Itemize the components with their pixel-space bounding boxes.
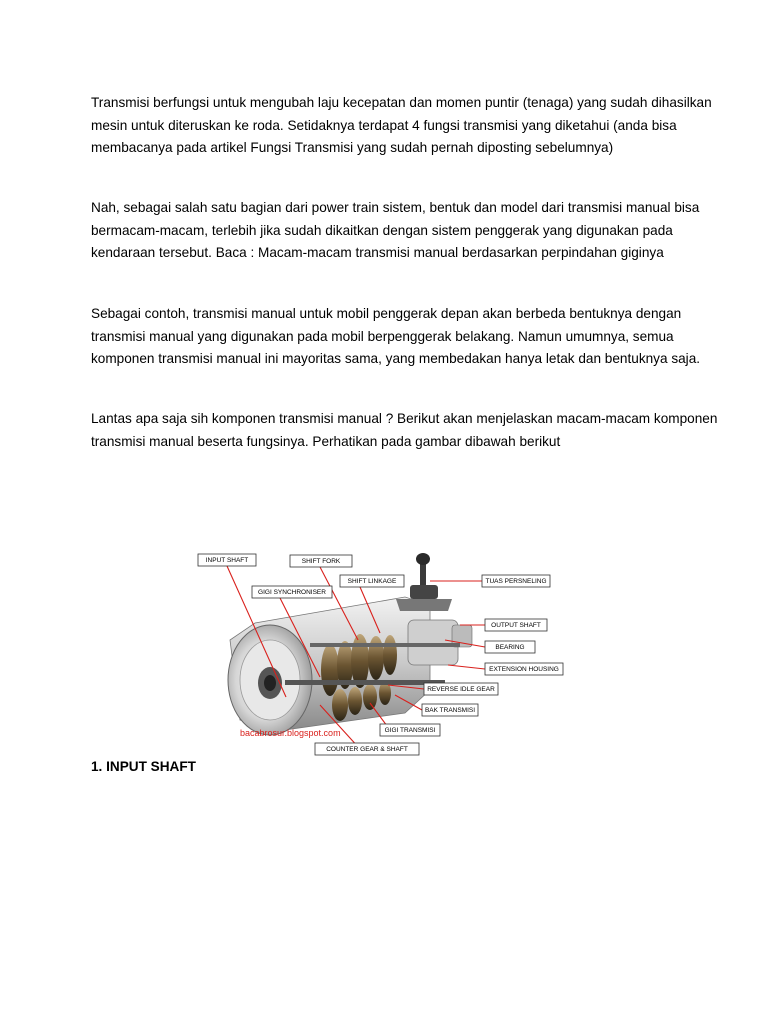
paragraph-line: membacanya pada artikel Fungsi Transmisi yang sudah pernah diposting sebelumnya): [91, 140, 614, 155]
paragraph-2: [91, 197, 700, 265]
svg-text:GIGI TRANSMISI: GIGI TRANSMISI: [384, 727, 436, 734]
paragraph-line: Nah, sebagai salah satu bagian dari power train sistem, bentuk dan model dari transmisi manual bisa: [91, 200, 700, 215]
paragraph-line: Sebagai contoh, transmisi manual untuk mobil penggerak depan akan berbeda bentuknya dengan: [91, 306, 682, 321]
svg-text:OUTPUT SHAFT: OUTPUT SHAFT: [491, 622, 541, 629]
label-output-shaft: [485, 619, 547, 631]
label-gigi-synchroniser: [252, 586, 332, 598]
paragraph-line: bermacam-macam, terlebih jika sudah dikaitkan dengan sistem penggerak yang digunakan pada: [91, 222, 673, 238]
section-heading: 1. INPUT SHAFT: [91, 759, 196, 774]
svg-text:BEARING: BEARING: [495, 644, 525, 651]
svg-text:SHIFT FORK: SHIFT FORK: [301, 558, 341, 565]
paragraph-line: transmisi manual beserta fungsinya. Perhatikan pada gambar dibawah berikut: [91, 433, 561, 449]
paragraph-line: komponen transmisi manual ini mayoritas sama, yang membedakan hanya letak dan bentuknya saja.: [91, 351, 701, 366]
svg-text:TUAS PERSNELING: TUAS PERSNELING: [485, 578, 547, 585]
paragraph-line: mesin untuk diteruskan ke roda. Setidaknya terdapat 4 fungsi transmisi yang diketahui (anda bisa: [91, 117, 677, 133]
paragraph-line: transmisi manual yang digunakan pada mobil berpenggerak belakang. Namun umumnya, semua: [91, 328, 674, 344]
paragraph-line: Transmisi berfungsi untuk mengubah laju kecepatan dan momen puntir (tenaga) yang sudah dihasilkan: [91, 95, 712, 110]
svg-text:SHIFT LINKAGE: SHIFT LINKAGE: [347, 578, 397, 585]
paragraph-1: [91, 92, 712, 160]
svg-text:EXTENSION HOUSING: EXTENSION HOUSING: [489, 666, 559, 673]
watermark: bacabrosur.blogspot.com: [240, 728, 341, 738]
label-reverse-idle-gear: [424, 683, 498, 695]
paragraph-line: kendaraan tersebut. Baca : Macam-macam transmisi manual berdasarkan perpindahan giginya: [91, 245, 664, 260]
svg-text:GIGI SYNCHRONISER: GIGI SYNCHRONISER: [258, 589, 326, 596]
label-input-shaft: [198, 554, 256, 566]
label-shift-fork: [290, 555, 352, 567]
label-shift-linkage: [340, 575, 404, 587]
label-counter-gear-shaft: [315, 743, 419, 755]
label-tuas-perseneling: [482, 575, 550, 587]
label-bearing: [485, 641, 535, 653]
svg-text:REVERSE IDLE GEAR: REVERSE IDLE GEAR: [427, 686, 495, 693]
svg-text:INPUT SHAFT: INPUT SHAFT: [205, 557, 249, 564]
label-gigi-transmisi: [380, 724, 440, 736]
paragraph-3: [91, 303, 701, 371]
paragraph-line: Lantas apa saja sih komponen transmisi manual ? Berikut akan menjelaskan macam-macam komponen: [91, 411, 718, 426]
label-bak-transmisi: [422, 704, 478, 716]
svg-text:COUNTER GEAR & SHAFT: COUNTER GEAR & SHAFT: [326, 746, 408, 753]
svg-text:BAK TRANSMISI: BAK TRANSMISI: [424, 707, 476, 714]
paragraph-4: [91, 408, 718, 453]
label-extension-housing: [485, 663, 563, 675]
transmission-diagram: [190, 545, 570, 760]
